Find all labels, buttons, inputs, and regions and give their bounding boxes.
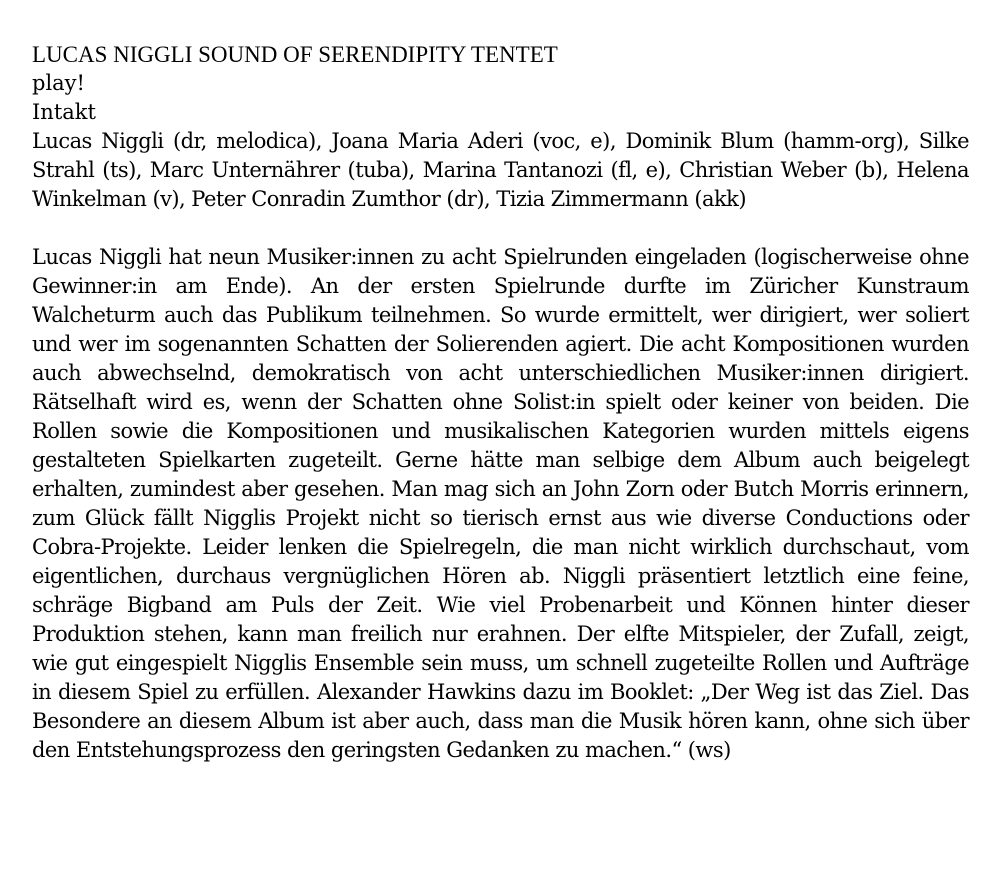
- album-title: play!: [32, 71, 85, 95]
- record-label: Intakt: [32, 100, 96, 124]
- review-body: Lucas Niggli hat neun Musiker:innen zu acht Spielrunden eingeladen (logischerweise ohne Gewinner:in am Ende). An der ersten Spielrunde durfte im Züricher Kunstraum Walcheturm auch das Publikum teilnehmen. So wurde ermittelt, wer dirigiert, wer soliert und wer im sogenannten Schatten der Solierenden agiert. Die acht Kompositionen wurden auch abwechselnd, demokratisch von acht unterschiedlichen Musiker:innen dirigiert. Rätselhaft wird es, wenn der Schatten ohne Solist:in spielt oder keiner von beiden. Die Rollen sowie die Kompositionen und musikalischen Kategorien wurden mittels eigens gestalteten Spielkarten zugeteilt. Gerne hätte man selbige dem Album auch beigelegt erhalten, zumindest aber gesehen. Man mag sich an John Zorn oder Butch Morris erinnern, zum Glück fällt Nigglis Projekt nicht so tierisch ernst aus wie diverse Conductions oder Cobra-Projekte. Leider lenken die Spielregeln, die man nicht wirklich durchschaut, vom eigentlichen, durchaus vergnüglichen Hören ab. Niggli präsentiert letztlich eine feine, schräge Bigband am Puls der Zeit. Wie viel Probenarbeit und Können hinter dieser Produktion stehen, kann man freilich nur erahnen. Der elfte Mitspieler, der Zufall, zeigt, wie gut eingespielt Nigglis Ensemble sein muss, um schnell zugeteilte Rollen und Aufträge in diesem Spiel zu erfüllen. Alexander Hawkins dazu im Booklet: „Der Weg ist das Ziel. Das Besondere an diesem Album ist aber auch, dass man die Musik hören kann, ohne sich über den Entstehungsprozess den geringsten Gedanken zu machen.“ (ws): [32, 245, 969, 762]
- artist-title: LUCAS NIGGLI SOUND OF SERENDIPITY TENTET: [32, 42, 558, 67]
- review-document: [32, 40, 969, 765]
- musician-lineup: Lucas Niggli (dr, melodica), Joana Maria Aderi (voc, e), Dominik Blum (hamm-org), Silke Strahl (ts), Marc Unternährer (tuba), Marina Tantanozi (fl, e), Christian Weber (b), Helena Winkelman (v), Peter Conradin Zumthor (dr), Tizia Zimmermann (akk): [32, 129, 969, 211]
